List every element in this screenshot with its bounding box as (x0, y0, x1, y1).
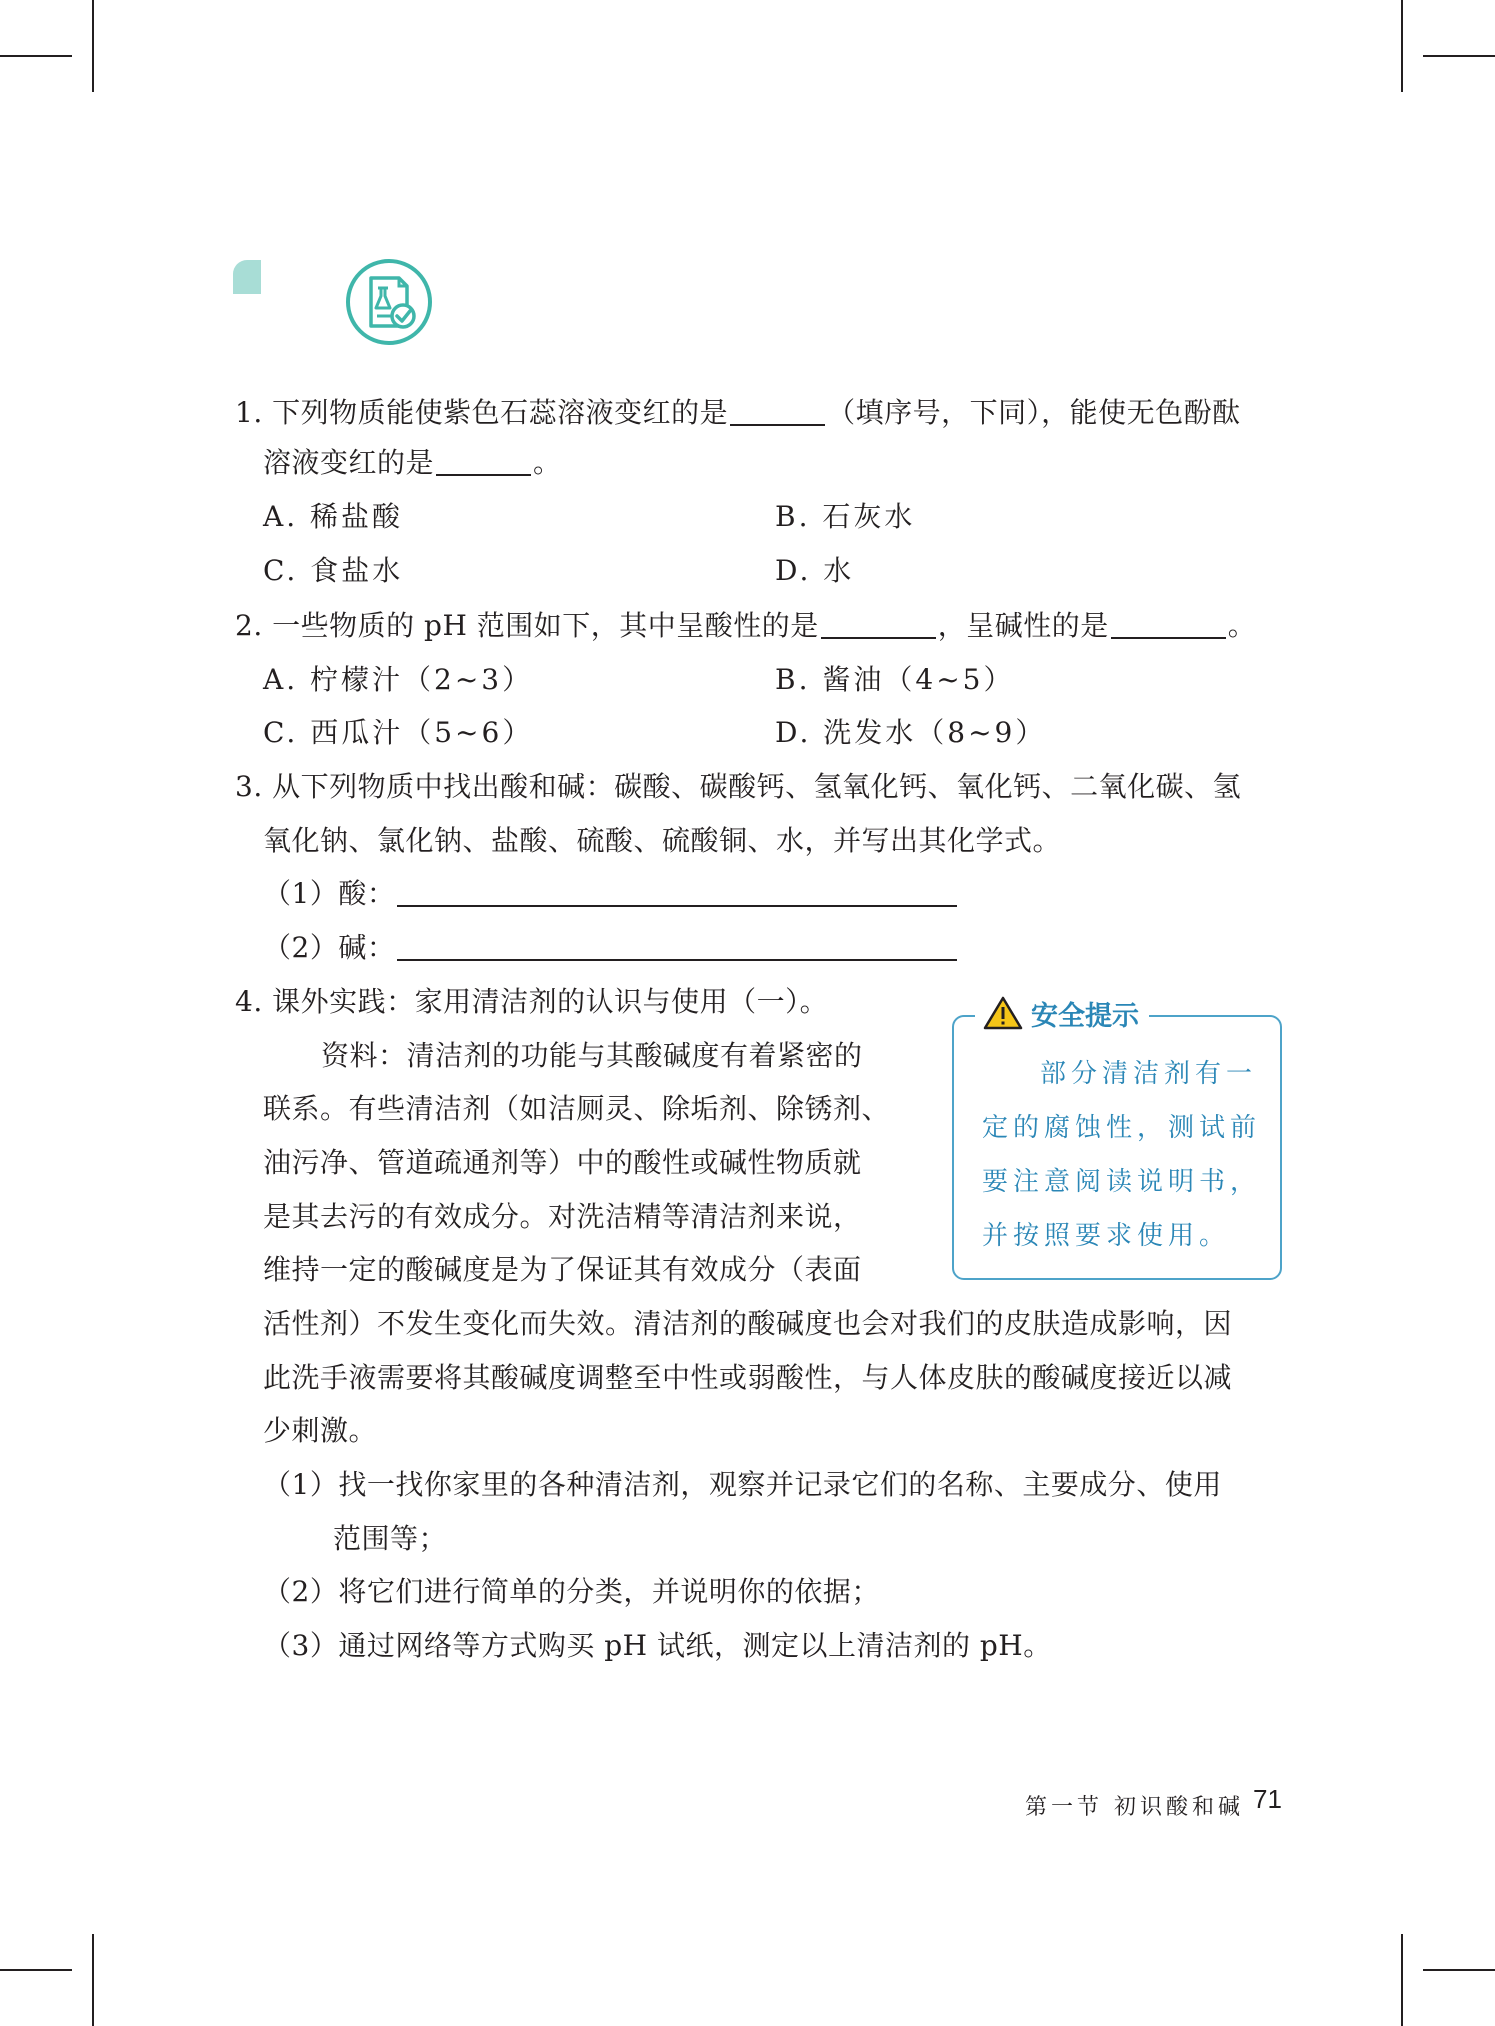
question-4-title: 4. 课外实践：家用清洁剂的认识与使用（一）。 (235, 985, 829, 1018)
question-text: 。 (1227, 609, 1257, 642)
safety-tip-header (975, 990, 1149, 1036)
question-3-line-2: 氧化钠、氯化钠、盐酸、硫酸、硫酸铜、水，并写出其化学式。 (263, 824, 1062, 857)
answer-blank[interactable] (821, 609, 936, 639)
task-item: （3）通过网络等方式购买 pH 试纸，测定以上清洁剂的 pH。 (263, 1629, 1052, 1662)
paragraph-line: 资料：清洁剂的功能与其酸碱度有着紧密的 (321, 1039, 863, 1072)
paragraph-line: 此洗手液需要将其酸碱度调整至中性或弱酸性，与人体皮肤的酸碱度接近以减 (263, 1361, 1233, 1394)
safety-tip-line: 定的腐蚀性，测试前 (982, 1113, 1262, 1143)
answer-blank[interactable] (730, 396, 825, 426)
crop-mark (92, 1934, 94, 2026)
question-1-line-1 (235, 393, 1241, 433)
warning-triangle-icon (983, 995, 1023, 1031)
question-text: 溶液变红的是 (263, 446, 435, 479)
answer-blank[interactable] (436, 446, 531, 476)
question-2-line-1 (235, 606, 1256, 646)
option-item: A. 稀盐酸 (263, 500, 404, 533)
option-item: A. 柠檬汁（2~3） (263, 663, 534, 696)
question-3-sub-2 (263, 928, 959, 968)
safety-tip-line: 要注意阅读说明书， (982, 1167, 1262, 1197)
exercise-document-icon (343, 256, 435, 348)
question-text: 。 (533, 446, 562, 479)
question-3-line-1: 3. 从下列物质中找出酸和碱：碳酸、碳酸钙、氢氧化钙、氧化钙、二氧化碳、氢 (235, 770, 1242, 803)
paragraph-line: 维持一定的酸碱度是为了保证其有效成分（表面 (263, 1253, 862, 1286)
crop-mark (1401, 1934, 1403, 2026)
task-item: 范围等； (333, 1522, 448, 1555)
answer-blank[interactable] (397, 877, 957, 907)
crop-mark (1423, 55, 1495, 57)
crop-mark (0, 1969, 72, 1971)
option-item: C. 食盐水 (263, 554, 404, 587)
crop-mark (92, 0, 94, 92)
task-item: （2）将它们进行简单的分类，并说明你的依据； (263, 1575, 880, 1608)
question-text: 1. 下列物质能使紫色石蕊溶液变红的是 (235, 396, 729, 429)
paragraph-line: 是其去污的有效成分。对洗洁精等清洁剂来说， (263, 1200, 862, 1233)
paragraph-line: 活性剂）不发生变化而失效。清洁剂的酸碱度也会对我们的皮肤造成影响，因 (263, 1307, 1233, 1340)
paragraph-line: 联系。有些清洁剂（如洁厕灵、除垢剂、除锈剂、 (263, 1092, 891, 1125)
option-item: D. 洗发水（8~9） (775, 716, 1047, 749)
option-item: B. 石灰水 (775, 500, 916, 533)
section-tab-marker (233, 260, 261, 294)
task-item: （1）找一找你家里的各种清洁剂，观察并记录它们的名称、主要成分、使用 (263, 1468, 1222, 1501)
page-number: 71 (1253, 1784, 1282, 1814)
safety-tip-line: 部分清洁剂有一 (1040, 1059, 1258, 1089)
safety-tip-title: 安全提示 (1031, 1000, 1139, 1032)
safety-tip-line: 并按照要求使用。 (982, 1221, 1231, 1251)
option-item: D. 水 (775, 554, 855, 587)
option-item: C. 西瓜汁（5~6） (263, 716, 534, 749)
question-3-sub-1 (263, 874, 959, 914)
paragraph-line: 少刺激。 (263, 1414, 378, 1447)
question-text: （填序号，下同），能使无色酚酞 (827, 396, 1241, 429)
question-text: 2. 一些物质的 pH 范围如下，其中呈酸性的是 (235, 609, 819, 642)
sub-label: （2）碱： (263, 931, 396, 964)
crop-mark (1401, 0, 1403, 92)
paragraph-line: 油污净、管道疏通剂等）中的酸性或碱性物质就 (263, 1146, 862, 1179)
footer-section-title: 第一节 初识酸和碱 (1025, 1795, 1244, 1820)
sub-label: （1）酸： (263, 877, 396, 910)
crop-mark (1423, 1969, 1495, 1971)
answer-blank[interactable] (1111, 609, 1226, 639)
answer-blank[interactable] (397, 931, 957, 961)
crop-mark (0, 55, 72, 57)
question-1-line-2 (263, 443, 562, 483)
question-text: ，呈碱性的是 (937, 609, 1109, 642)
option-item: B. 酱油（4~5） (775, 663, 1015, 696)
